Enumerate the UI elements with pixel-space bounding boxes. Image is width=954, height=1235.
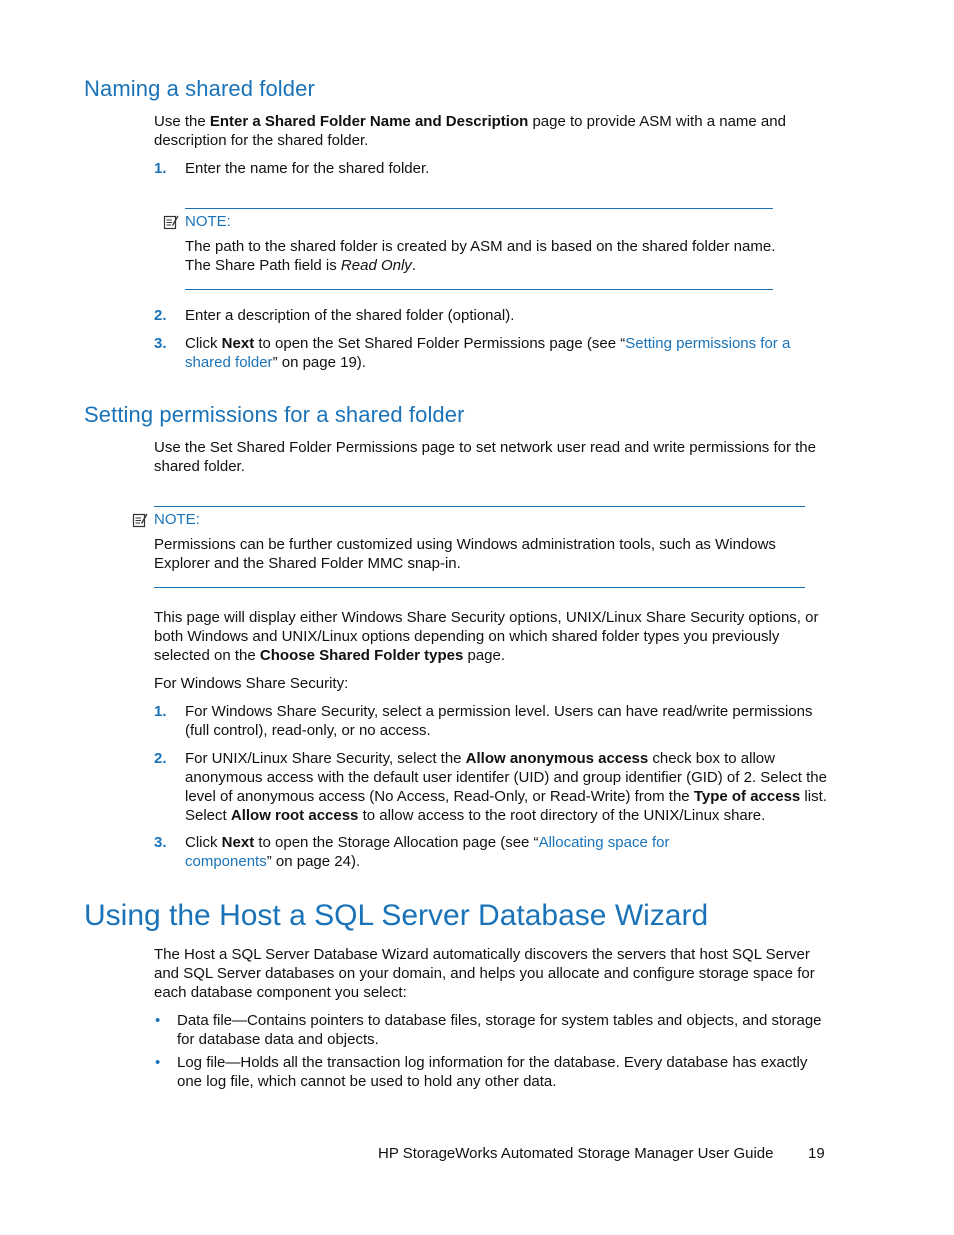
section-heading: Naming a shared folder <box>84 76 315 101</box>
note-label: NOTE: <box>185 213 231 230</box>
note-body: Permissions can be further customized using Windows administration tools, such as Windows Explorer and the Shared Folder MMC snap-in. <box>154 536 776 572</box>
footer-title: HP StorageWorks Automated Storage Manager User Guide <box>378 1145 774 1162</box>
paragraph-bold: Choose Shared Folder types <box>259 647 464 664</box>
step-bold: Type of access <box>693 788 801 805</box>
note-header <box>132 510 200 529</box>
page-number: 19 <box>808 1145 825 1162</box>
note-icon <box>163 214 179 230</box>
note-italic: Read Only <box>340 257 412 274</box>
cross-reference-link[interactable]: Allocating space for components <box>185 834 670 870</box>
list-item: Log file—Holds all the transaction log information for the database. Every database has exactly one log file, which cannot be used to hold any other data. <box>177 1054 808 1090</box>
step-bold: Allow anonymous access <box>465 750 649 767</box>
step-text <box>185 334 835 372</box>
step-text: Enter the name for the shared folder. <box>185 160 430 177</box>
step-number: 2. <box>154 750 167 767</box>
step-text-part: ” on page 19). <box>272 354 366 371</box>
note-text: . <box>411 257 416 274</box>
step-text-part: Click <box>185 834 222 851</box>
step-text-part: to allow access to the root directory of the UNIX/Linux share. <box>358 807 766 824</box>
bullet-marker: • <box>155 1012 161 1029</box>
step-number: 1. <box>154 160 167 177</box>
section-intro: The Host a SQL Server Database Wizard automatically discovers the servers that host SQL Server and SQL Server databases on your domain, and helps you allocate and configure storage space for each database component you select: <box>154 946 815 1001</box>
paragraph-text: This page will display either Windows Share Security options, UNIX/Linux Share Security options, or both Windows and UNIX/Linux options depending on which shared folder types you previously selected on the <box>154 609 819 664</box>
step-text <box>185 833 715 871</box>
note-rule-top <box>185 208 773 209</box>
note-text: The path to the shared folder is created by ASM and is based on the shared folder name. <box>185 238 776 255</box>
step-text-part: to open the Set Shared Folder Permissions page (see “ <box>254 335 626 352</box>
note-rule-top <box>154 506 805 507</box>
step-bold: Next <box>221 834 255 851</box>
paragraph-text: page. <box>463 647 506 664</box>
step-text-part: list. Select <box>185 788 827 824</box>
step-text-part: check box to allow anonymous access with the default user identifer (UID) and group identifier (GID) of 2. Select the level of anonymous access (No Access, Read-Only, or Read-Write) from the <box>185 750 827 805</box>
step-number: 2. <box>154 307 167 324</box>
section-intro <box>154 112 834 150</box>
intro-text: page to provide ASM with a name and description for the shared folder. <box>154 113 786 149</box>
step-bold: Allow root access <box>230 807 359 824</box>
step-text-part: to open the Storage Allocation page (see “ <box>254 834 539 851</box>
note-text: The Share Path field is <box>185 257 341 274</box>
step-number: 1. <box>154 703 167 720</box>
note-rule-bottom <box>185 289 773 290</box>
section-intro: Use the Set Shared Folder Permissions page to set network user read and write permissions for the shared folder. <box>154 439 816 475</box>
intro-text: Use the <box>154 113 210 130</box>
step-text-part: Click <box>185 335 222 352</box>
step-text-part: For UNIX/Linux Share Security, select the <box>185 750 466 767</box>
paragraph: For Windows Share Security: <box>154 675 349 692</box>
section-heading: Setting permissions for a shared folder <box>84 402 465 427</box>
note-rule-bottom <box>154 587 805 588</box>
step-text: Enter a description of the shared folder (optional). <box>185 307 515 324</box>
note-header <box>163 212 231 231</box>
cross-reference-link[interactable]: Setting permissions for a shared folder <box>185 335 791 371</box>
note-icon <box>132 512 148 528</box>
step-text <box>185 749 833 825</box>
step-number: 3. <box>154 335 167 352</box>
step-text-part: ” on page 24). <box>266 853 361 870</box>
note-body <box>185 237 785 275</box>
step-bold: Next <box>221 335 255 352</box>
step-text: For Windows Share Security, select a permission level. Users can have read/write permissions (full control), read-only, or no access. <box>185 703 813 739</box>
note-label: NOTE: <box>154 511 200 528</box>
step-number: 3. <box>154 834 167 851</box>
bullet-marker: • <box>155 1054 161 1071</box>
intro-bold: Enter a Shared Folder Name and Description <box>209 113 529 130</box>
chapter-heading: Using the Host a SQL Server Database Wizard <box>84 899 709 932</box>
paragraph <box>154 608 824 665</box>
list-item: Data file—Contains pointers to database files, storage for system tables and objects, and storage for database data and objects. <box>177 1012 822 1048</box>
